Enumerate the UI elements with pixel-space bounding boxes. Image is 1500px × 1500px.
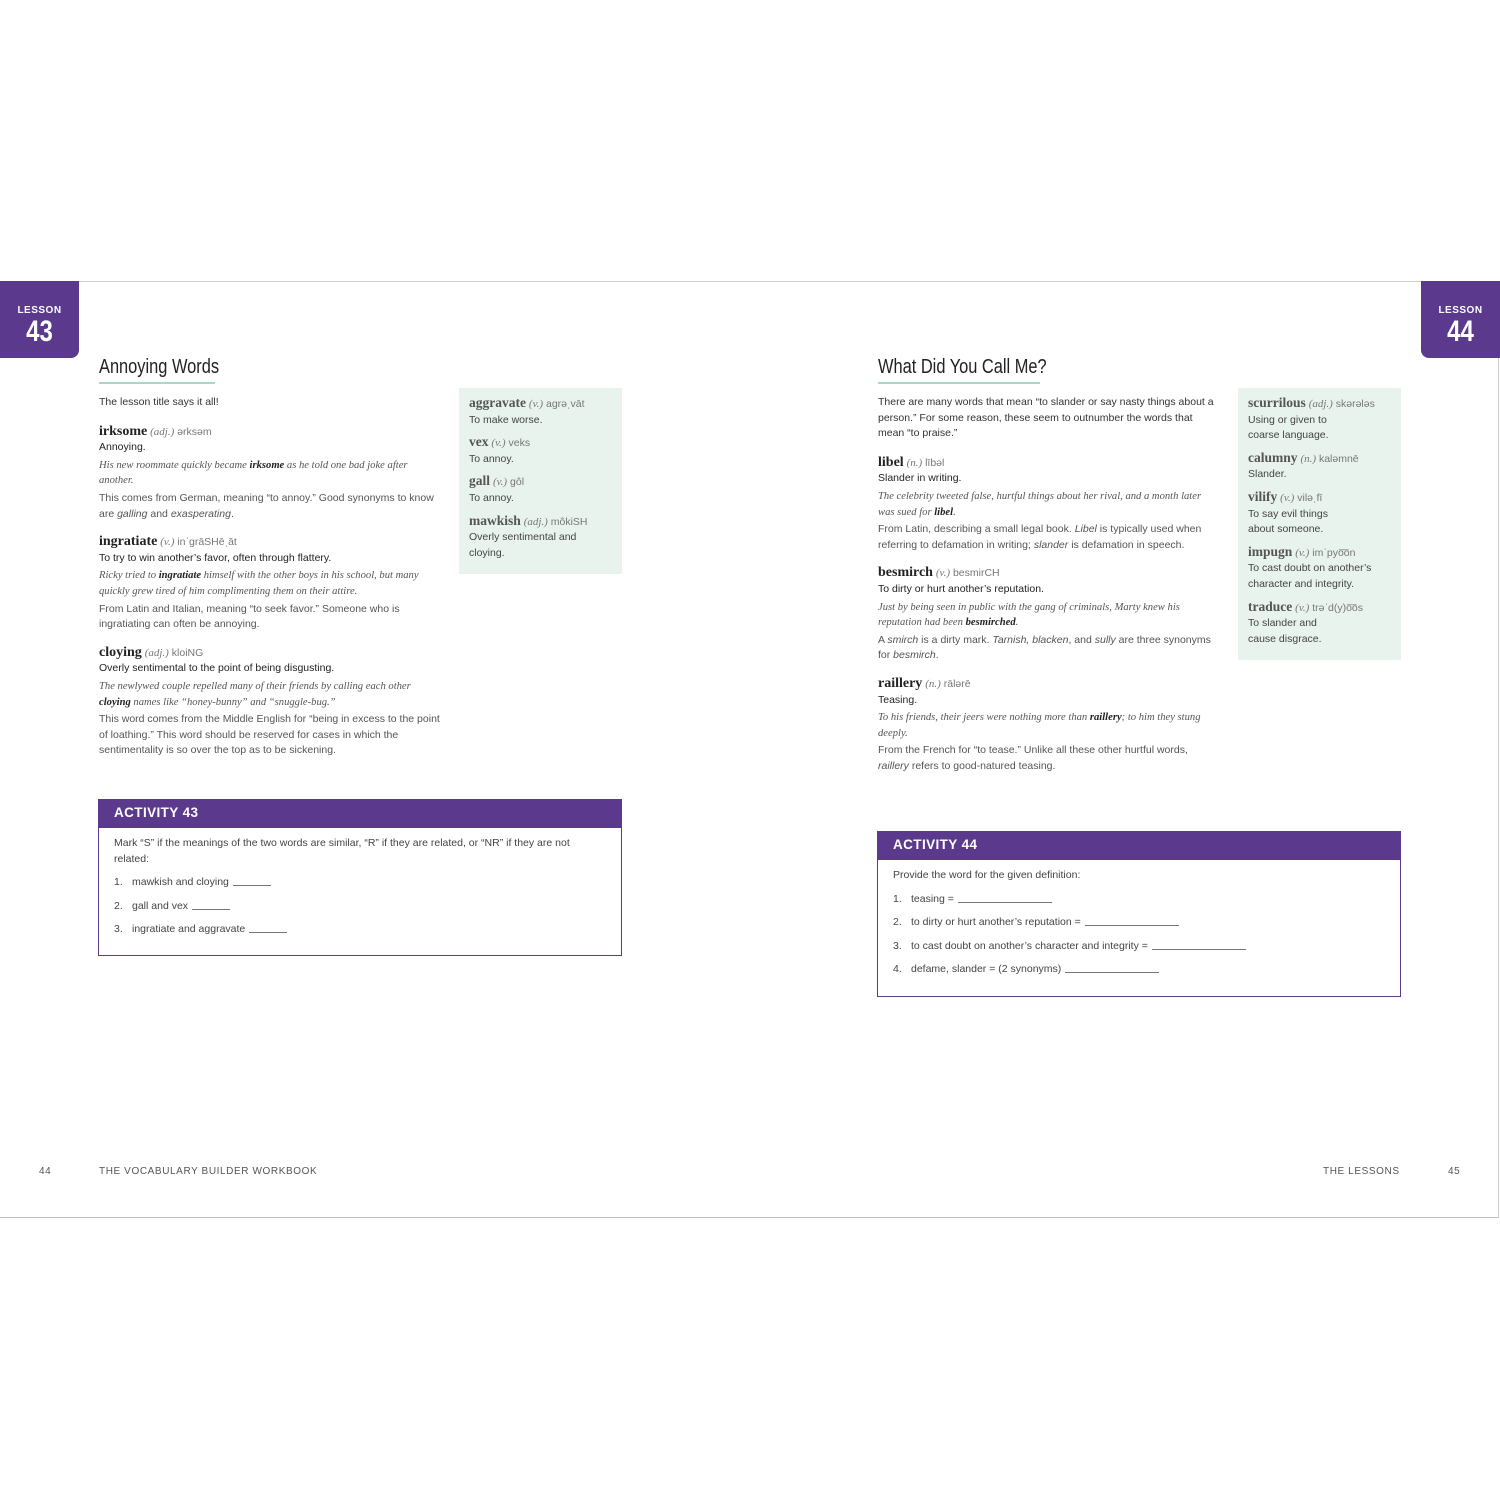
sidebar-entry bbox=[1248, 395, 1391, 444]
lesson-43-main-column bbox=[99, 395, 441, 771]
activity-body bbox=[99, 828, 621, 956]
definition: To dirty or hurt another’s reputation. bbox=[878, 582, 1044, 595]
left-running-footer: THE VOCABULARY BUILDER WORKBOOK bbox=[99, 1166, 318, 1177]
headword: mawkish bbox=[469, 512, 521, 528]
pronunciation: ɡôl bbox=[510, 476, 525, 489]
lesson-43-sidebar bbox=[459, 388, 622, 574]
lesson-number: 43 bbox=[26, 315, 53, 348]
activity-body bbox=[878, 860, 1400, 996]
part-of-speech: (v.) bbox=[1280, 491, 1295, 504]
pronunciation: aɡrəˌvāt bbox=[545, 398, 585, 410]
pronunciation: viləˌfī bbox=[1297, 491, 1323, 504]
etymology-note: This comes from German, meaning “to annoy.” Good synonyms to know are galling and exasperating. bbox=[99, 491, 434, 520]
activity-items bbox=[893, 892, 1385, 978]
pronunciation: trəˈd(y)o͞os bbox=[1312, 601, 1364, 614]
sidebar-entry bbox=[469, 395, 612, 428]
sidebar-entry bbox=[469, 434, 612, 467]
right-running-footer: THE LESSONS bbox=[1323, 1166, 1400, 1177]
activity-item: 2. gall and vex bbox=[114, 899, 606, 915]
headword: cloying bbox=[99, 644, 142, 660]
answer-blank[interactable] bbox=[958, 892, 1052, 903]
headword: besmirch bbox=[878, 565, 933, 581]
part-of-speech: (n.) bbox=[906, 456, 923, 469]
part-of-speech: (v.) bbox=[935, 567, 951, 580]
activity-item: 4. defame, slander = (2 synonyms) bbox=[893, 962, 1385, 978]
lesson-44-sidebar bbox=[1238, 388, 1401, 660]
pronunciation: veks bbox=[508, 437, 531, 450]
etymology-note: From Latin, describing a small legal book. Libel is typically used when referring to defamation in writing; slander is defamation in speech. bbox=[878, 523, 1202, 551]
example-sentence: To his friends, their jeers were nothing more than raillery; to him they stung deeply. bbox=[878, 712, 1201, 739]
pronunciation: kaləmnē bbox=[1318, 452, 1359, 465]
right-page-number: 45 bbox=[1448, 1166, 1461, 1177]
example-sentence: Just by being seen in public with the gang of criminals, Marty knew his reputation had been besmirched. bbox=[878, 601, 1180, 629]
definition: Slander. bbox=[1248, 468, 1287, 481]
part-of-speech: (adj.) bbox=[1308, 398, 1333, 410]
headword: aggravate bbox=[469, 395, 526, 410]
sidebar-entry bbox=[469, 513, 612, 562]
etymology-note: A smirch is a dirty mark. Tarnish, blacken, and sully are three synonyms for besmirch. bbox=[878, 633, 1211, 662]
activity-item: 3. to cast doubt on another’s character and integrity = bbox=[893, 939, 1385, 955]
headword: gall bbox=[469, 473, 491, 489]
activity-44-box bbox=[877, 831, 1401, 997]
lesson-intro: The lesson title says it all! bbox=[99, 396, 219, 408]
lesson-label: LESSON bbox=[17, 305, 62, 316]
definition: Annoying. bbox=[99, 441, 146, 454]
lesson-43-tab bbox=[0, 281, 79, 358]
lesson-intro: There are many words that mean “to slander or say nasty things about a person.” For some reason, these seem to outnumber the words that mean “to praise.” bbox=[878, 396, 1214, 440]
example-sentence: Ricky tried to ingratiate himself with the other boys in his school, but many quickly grew tired of him complimenting them on their attire. bbox=[99, 570, 419, 597]
pronunciation: imˈpyo͞on bbox=[1312, 546, 1356, 559]
answer-blank[interactable] bbox=[1065, 962, 1159, 973]
pronunciation: inˈɡrāSHēˌāt bbox=[177, 536, 237, 549]
sidebar-entry bbox=[469, 473, 612, 506]
activity-item: 3. ingratiate and aggravate bbox=[114, 922, 606, 938]
activity-item: 1. mawkish and cloying bbox=[114, 875, 606, 891]
part-of-speech: (v.) bbox=[1295, 546, 1310, 559]
part-of-speech: (n.) bbox=[925, 677, 941, 690]
headword: vilify bbox=[1248, 488, 1278, 504]
definition: To annoy. bbox=[469, 452, 514, 465]
headword: ingratiate bbox=[99, 534, 158, 550]
definition: To try to win another’s favor, often through flattery. bbox=[99, 551, 332, 564]
activity-instructions: Provide the word for the given definition: bbox=[893, 869, 1081, 881]
lesson-44-title: What Did You Call Me? bbox=[878, 356, 1047, 378]
example-sentence: His new roommate quickly became irksome as he told one bad joke after another. bbox=[99, 459, 408, 487]
activity-title: ACTIVITY 44 bbox=[878, 832, 1400, 860]
activity-items bbox=[114, 875, 606, 938]
pronunciation: besmirCH bbox=[952, 567, 1000, 580]
answer-blank[interactable] bbox=[233, 875, 271, 886]
headword: scurrilous bbox=[1248, 395, 1306, 410]
pronunciation: kloiNG bbox=[171, 646, 204, 659]
definition: To say evil things about someone. bbox=[1248, 507, 1328, 536]
lesson-label: LESSON bbox=[1438, 305, 1483, 316]
word-entry bbox=[878, 565, 1220, 664]
pronunciation: rālərē bbox=[943, 677, 971, 690]
title-underline bbox=[99, 382, 215, 384]
headword: impugn bbox=[1248, 543, 1293, 559]
example-sentence: The celebrity tweeted false, hurtful things about her rival, and a month later was sued for libel. bbox=[878, 490, 1202, 518]
definition: Overly sentimental and cloying. bbox=[469, 531, 577, 559]
definition: To cast doubt on another’s character and integrity. bbox=[1248, 562, 1372, 590]
lesson-44-main-column bbox=[878, 395, 1220, 786]
part-of-speech: (v.) bbox=[160, 536, 175, 549]
pronunciation: môkiSH bbox=[550, 515, 588, 528]
etymology-note: From the French for “to tease.” Unlike all these other hurtful words, raillery refers to good-natured teasing. bbox=[878, 744, 1188, 772]
word-entry bbox=[99, 645, 441, 759]
part-of-speech: (adj.) bbox=[150, 425, 175, 438]
sidebar-entry bbox=[1248, 599, 1391, 648]
answer-blank[interactable] bbox=[249, 922, 287, 933]
answer-blank[interactable] bbox=[192, 899, 230, 910]
definition: Slander in writing. bbox=[878, 472, 962, 485]
lesson-44-tab bbox=[1421, 281, 1500, 358]
part-of-speech: (n.) bbox=[1300, 452, 1317, 465]
headword: vex bbox=[469, 434, 489, 450]
part-of-speech: (v.) bbox=[528, 398, 544, 410]
word-entry bbox=[99, 424, 441, 523]
word-entry bbox=[99, 534, 441, 633]
title-underline bbox=[878, 382, 1040, 384]
activity-instructions: Mark “S” if the meanings of the two words are similar, “R” if they are related, or “NR” if they are not related: bbox=[114, 837, 570, 865]
definition: To make worse. bbox=[469, 413, 543, 426]
activity-item: 2. to dirty or hurt another’s reputation = bbox=[893, 915, 1385, 931]
answer-blank[interactable] bbox=[1085, 915, 1179, 926]
sidebar-entry bbox=[1248, 544, 1391, 593]
word-entry bbox=[878, 676, 1220, 775]
activity-item: 1. teasing = bbox=[893, 892, 1385, 908]
left-page-number: 44 bbox=[39, 1166, 52, 1177]
pronunciation: skərələs bbox=[1335, 398, 1375, 410]
part-of-speech: (adj.) bbox=[144, 646, 169, 659]
headword: traduce bbox=[1248, 598, 1293, 614]
etymology-note: This word comes from the Middle English for “being in excess to the point of loathing.” This word should be reserved for cases in which the sentimentality is so over the top as to be sickening. bbox=[99, 713, 440, 757]
lesson-43-title: Annoying Words bbox=[99, 356, 220, 378]
sidebar-entry bbox=[1248, 450, 1391, 483]
pronunciation: ərksəm bbox=[177, 425, 212, 438]
example-sentence: The newlywed couple repelled many of their friends by calling each other cloying names like “honey-bunny” and “snuggle-bug.” bbox=[99, 680, 411, 708]
activity-title: ACTIVITY 43 bbox=[99, 800, 621, 828]
sidebar-entry bbox=[1248, 489, 1391, 538]
pronunciation: lībəl bbox=[925, 456, 945, 469]
headword: raillery bbox=[878, 675, 923, 691]
definition: Using or given to coarse language. bbox=[1248, 413, 1329, 442]
word-entry bbox=[878, 455, 1220, 554]
definition: To annoy. bbox=[469, 491, 514, 504]
headword: calumny bbox=[1248, 449, 1298, 465]
definition: Teasing. bbox=[878, 693, 918, 706]
part-of-speech: (v.) bbox=[492, 476, 508, 489]
definition: To slander and cause disgrace. bbox=[1248, 617, 1322, 645]
headword: irksome bbox=[99, 423, 148, 439]
etymology-note: From Latin and Italian, meaning “to seek favor.” Someone who is ingratiating can often be annoying. bbox=[99, 602, 400, 631]
definition: Overly sentimental to the point of being disgusting. bbox=[99, 662, 335, 675]
part-of-speech: (v.) bbox=[491, 437, 506, 450]
lesson-number: 44 bbox=[1447, 315, 1474, 348]
part-of-speech: (adj.) bbox=[523, 515, 548, 528]
headword: libel bbox=[878, 454, 904, 470]
activity-43-box bbox=[98, 799, 622, 956]
answer-blank[interactable] bbox=[1152, 939, 1246, 950]
part-of-speech: (v.) bbox=[1295, 601, 1310, 614]
